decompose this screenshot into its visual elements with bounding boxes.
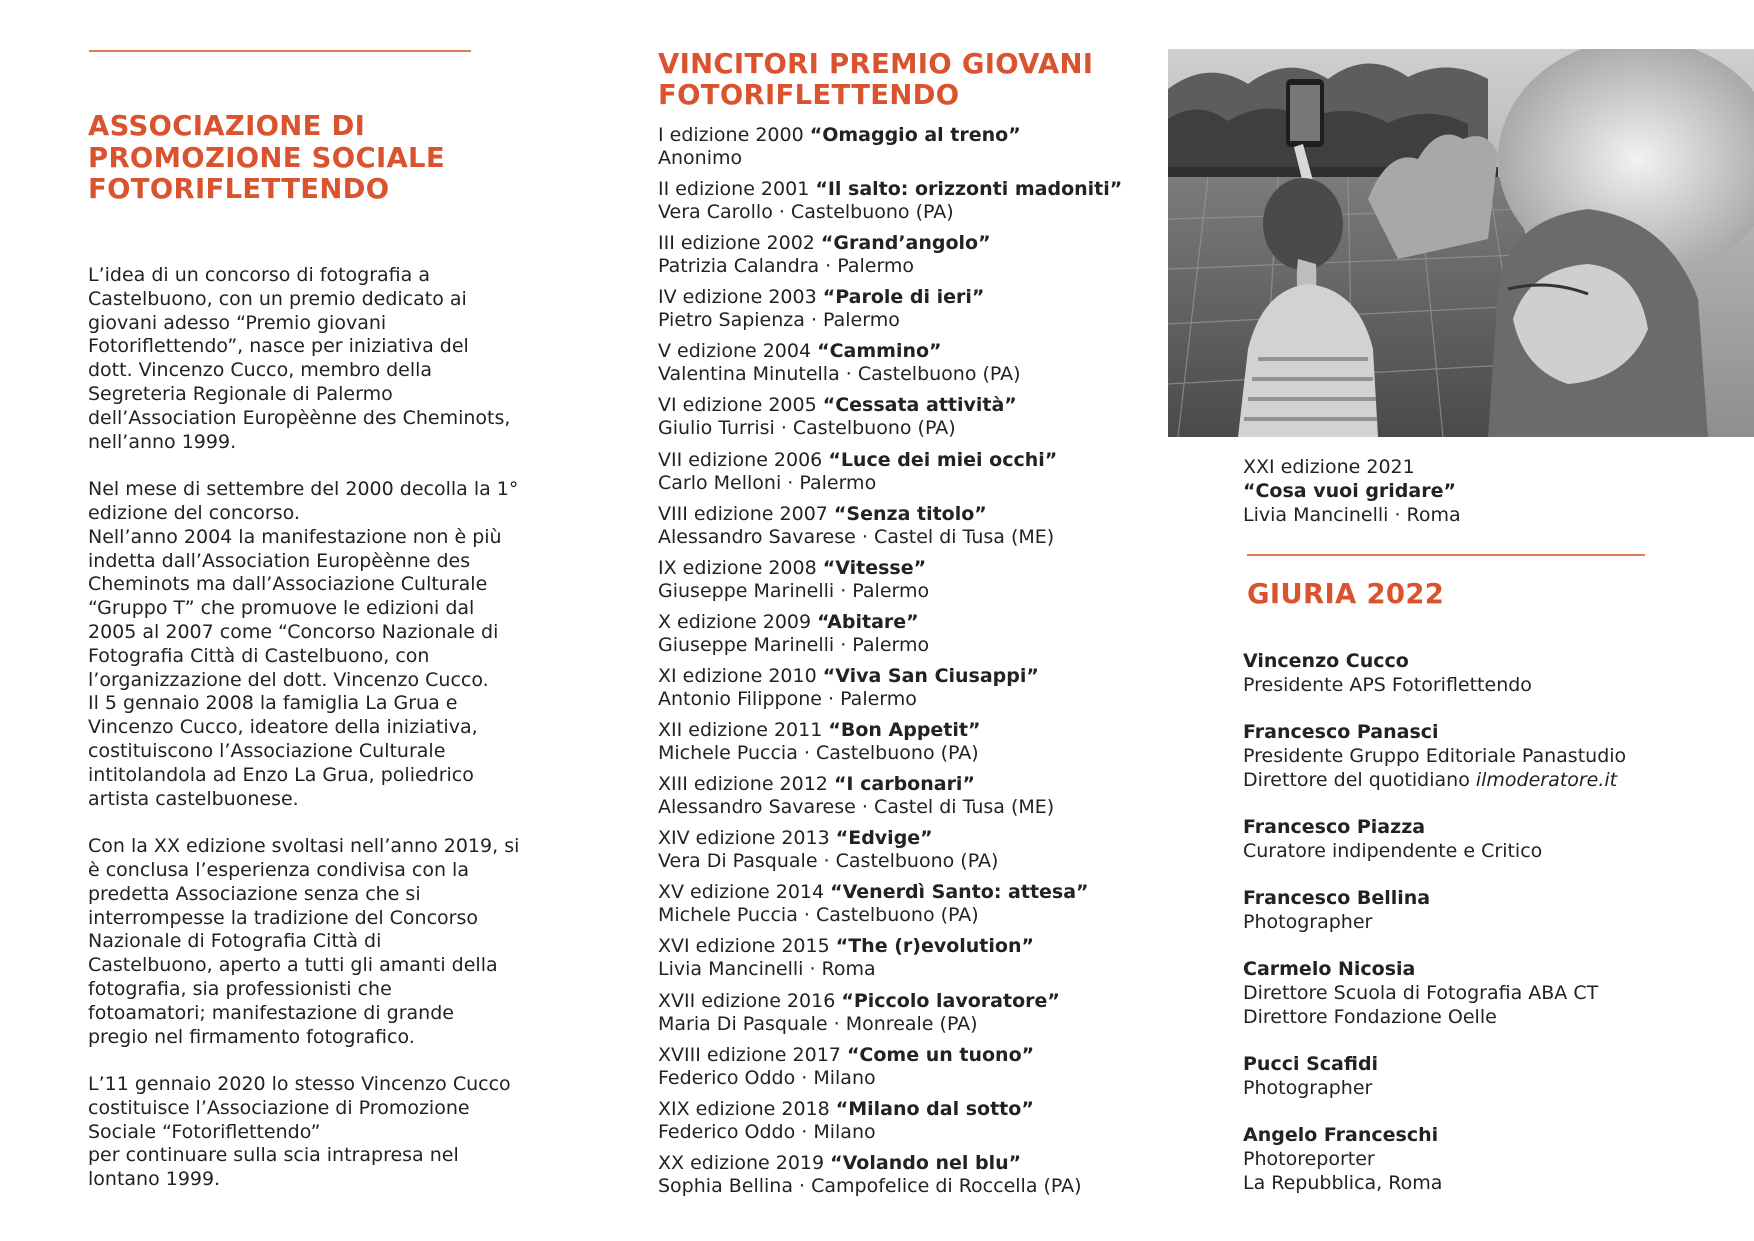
jury-heading: GIURIA 2022 xyxy=(1247,578,1445,610)
winner-title: “The (r)evolution” xyxy=(835,935,1034,958)
intro-paragraph-line: “Gruppo T” che promuove le edizioni dal xyxy=(88,597,475,620)
winner-edition: I edizione 2000 xyxy=(658,124,810,146)
winner-title: “Parole di ieri” xyxy=(822,286,985,309)
winner-title: “Abitare” xyxy=(817,610,919,633)
winner-name: Vera Di Pasquale · Castelbuono (PA) xyxy=(658,850,999,873)
intro-paragraph-line: Castelbuono, con un premio dedicato ai xyxy=(88,287,467,310)
winner-name: Giuseppe Marinelli · Palermo xyxy=(658,579,930,602)
intro-paragraph-line: L’idea di un concorso di fotografia a xyxy=(88,264,430,286)
winner-edition: VIII edizione 2007 xyxy=(658,502,834,525)
intro-heading-line: ASSOCIAZIONE DI xyxy=(88,110,366,142)
jury-member-role xyxy=(1243,769,1713,793)
winner-edition: XI edizione 2010 xyxy=(658,664,823,687)
winner-title: “Piccolo lavoratore” xyxy=(841,989,1060,1012)
jury-member-name: Francesco Piazza xyxy=(1243,815,1426,838)
jury-role-prefix: Direttore del quotidiano xyxy=(1243,768,1476,791)
winner-edition-line xyxy=(658,124,1178,147)
intro-paragraph-line: indetta dall’Association Europèènne des xyxy=(88,549,471,572)
intro-paragraph-line: artista castelbuonese. xyxy=(88,787,299,810)
jury-member xyxy=(1243,1053,1713,1101)
winner-name: Alessandro Savarese · Castel di Tusa (ME) xyxy=(658,796,1055,819)
intro-paragraph-line: dell’Association Europèènne des Cheminots, xyxy=(88,406,511,429)
intro-heading-line: PROMOZIONE SOCIALE xyxy=(88,141,445,174)
jury-member-role: Photographer xyxy=(1243,910,1373,933)
winner-title: “Bon Appetit” xyxy=(828,719,981,742)
intro-paragraph-line: Fotografia Città di Castelbuono, con xyxy=(88,644,430,667)
winner-entry xyxy=(658,827,1178,881)
winner-name: Carlo Melloni · Palermo xyxy=(658,471,877,494)
intro-paragraph-line: costituiscono l’Associazione Culturale xyxy=(88,739,446,762)
winner-entry xyxy=(658,449,1178,503)
intro-paragraph-line: per continuare sulla scia intrapresa nel xyxy=(88,1144,459,1167)
winner-entry xyxy=(658,557,1178,611)
intro-paragraph-line: Segreteria Regionale di Palermo xyxy=(88,382,393,405)
winner-name: Antonio Filippone · Palermo xyxy=(658,687,917,710)
photo-caption xyxy=(1243,455,1461,527)
winner-edition: XX edizione 2019 xyxy=(658,1151,831,1174)
winner-edition: XIX edizione 2018 xyxy=(658,1097,836,1120)
winner-title: “Venerdì Santo: attesa” xyxy=(830,881,1089,904)
jury-member xyxy=(1243,958,1713,1029)
winner-edition: XVII edizione 2016 xyxy=(658,989,842,1012)
intro-paragraph-line: Fotoriflettendo”, nasce per iniziativa del xyxy=(88,335,469,358)
winner-title: “Omaggio al treno” xyxy=(809,124,1021,146)
winner-entry xyxy=(658,611,1178,665)
winner-entry xyxy=(658,773,1178,827)
winner-entry xyxy=(658,340,1178,394)
winner-name: Federico Oddo · Milano xyxy=(658,1120,876,1143)
winner-name: Giuseppe Marinelli · Palermo xyxy=(658,633,930,656)
winner-title: “Vitesse” xyxy=(822,556,927,579)
winner-edition: V edizione 2004 xyxy=(658,340,818,363)
intro-heading-line: FOTORIFLETTENDO xyxy=(88,173,390,205)
winner-edition-line xyxy=(658,557,1178,580)
winner-entry xyxy=(658,1152,1178,1206)
intro-paragraph-line: Con la XX edizione svoltasi nell’anno 2019, si xyxy=(88,835,520,858)
caption-title: “Cosa vuoi gridare” xyxy=(1243,480,1456,502)
winner-title: “Il salto: orizzonti madoniti” xyxy=(815,178,1123,201)
winner-edition-line xyxy=(658,1044,1178,1067)
jury-member-role: Curatore indipendente e Critico xyxy=(1243,839,1543,862)
intro-paragraph-line: giovani adesso “Premio giovani xyxy=(88,311,387,334)
winner-edition-line xyxy=(658,881,1178,904)
intro-paragraph xyxy=(88,835,518,1049)
intro-paragraph xyxy=(88,264,518,454)
winner-name: Patrizia Calandra · Palermo xyxy=(658,255,915,278)
winner-edition: XIV edizione 2013 xyxy=(658,827,836,850)
winner-name: Maria Di Pasquale · Monreale (PA) xyxy=(658,1012,978,1035)
intro-paragraph-line: costituisce l’Associazione di Promozione xyxy=(88,1096,470,1119)
jury-member-role: Photoreporter xyxy=(1243,1147,1375,1170)
jury-member-name: Francesco Bellina xyxy=(1243,887,1431,910)
jury-member-name: Pucci Scafidi xyxy=(1243,1053,1379,1076)
intro-paragraph-line: interrompesse la tradizione del Concorso xyxy=(88,906,479,929)
winner-entry xyxy=(658,503,1178,557)
winner-edition: VI edizione 2005 xyxy=(658,394,823,417)
intro-paragraph xyxy=(88,478,518,811)
winner-name: Vera Carollo · Castelbuono (PA) xyxy=(658,201,954,224)
winner-edition: XVIII edizione 2017 xyxy=(658,1043,847,1066)
jury-member-name: Vincenzo Cucco xyxy=(1243,650,1409,672)
intro-paragraph-line: Vincenzo Cucco, ideatore della iniziativa, xyxy=(88,716,478,739)
winner-edition-line xyxy=(658,990,1178,1013)
winner-name: Anonimo xyxy=(658,147,743,169)
winner-name: Michele Puccia · Castelbuono (PA) xyxy=(658,742,979,765)
winner-name: Federico Oddo · Milano xyxy=(658,1066,876,1089)
winner-name: Pietro Sapienza · Palermo xyxy=(658,309,900,332)
jury-list xyxy=(1243,650,1713,1219)
winner-edition-line xyxy=(658,340,1178,363)
jury-member-name: Francesco Panasci xyxy=(1243,721,1439,744)
intro-paragraph-line: Sociale “Fotoriflettendo” xyxy=(88,1120,321,1143)
intro-top-rule xyxy=(89,50,471,52)
intro-paragraph xyxy=(88,1073,518,1192)
jury-member-role: Presidente Gruppo Editoriale Panastudio xyxy=(1243,744,1627,767)
winner-edition: IX edizione 2008 xyxy=(658,556,823,579)
winner-entry xyxy=(658,719,1178,773)
intro-paragraph-line: dott. Vincenzo Cucco, membro della xyxy=(88,359,433,382)
winner-title: “Come un tuono” xyxy=(846,1043,1035,1066)
winner-edition: XV edizione 2014 xyxy=(658,881,831,904)
winner-title: “Volando nel blu” xyxy=(830,1151,1022,1174)
jury-member-name: Angelo Franceschi xyxy=(1243,1124,1439,1147)
winner-title: “Milano dal sotto” xyxy=(835,1097,1034,1120)
winners-heading-line: VINCITORI PREMIO GIOVANI xyxy=(658,48,1094,80)
jury-member-role: La Repubblica, Roma xyxy=(1243,1171,1443,1194)
winner-edition-line xyxy=(658,773,1178,796)
winners-heading-line: FOTORIFLETTENDO xyxy=(658,79,960,111)
winner-edition-line xyxy=(658,449,1178,472)
winners-heading xyxy=(658,49,1093,111)
winner-title: “I carbonari” xyxy=(833,773,975,796)
intro-body xyxy=(88,264,518,1192)
winner-name: Valentina Minutella · Castelbuono (PA) xyxy=(658,363,1021,386)
intro-paragraph-line: pregio nel firmamento fotografico. xyxy=(88,1025,415,1048)
intro-paragraph-line: Cheminots ma dall’Associazione Culturale xyxy=(88,573,488,596)
winner-edition: IV edizione 2003 xyxy=(658,286,823,309)
intro-paragraph-line: predetta Associazione senza che si xyxy=(88,882,421,905)
winner-edition-line xyxy=(658,665,1178,688)
winner-title: “Senza titolo” xyxy=(833,502,987,525)
caption-edition: XXI edizione 2021 xyxy=(1243,456,1415,478)
winner-edition-line xyxy=(658,286,1178,309)
winner-edition-line xyxy=(658,1098,1178,1121)
winner-entry xyxy=(658,1044,1178,1098)
winner-name: Giulio Turrisi · Castelbuono (PA) xyxy=(658,417,956,440)
winner-entry xyxy=(658,881,1178,935)
intro-paragraph-line: Castelbuono, aperto a tutti gli amanti della xyxy=(88,954,498,977)
winner-edition-line xyxy=(658,611,1178,634)
intro-paragraph-line: 2005 al 2007 come “Concorso Nazionale di xyxy=(88,620,499,643)
intro-paragraph-line: fotoamatori; manifestazione di grande xyxy=(88,1001,454,1024)
jury-member-role: Photographer xyxy=(1243,1076,1373,1099)
jury-member xyxy=(1243,650,1713,698)
winner-edition-line xyxy=(658,178,1178,201)
jury-member xyxy=(1243,1124,1713,1195)
winner-name: Alessandro Savarese · Castel di Tusa (ME) xyxy=(658,525,1055,548)
caption-winner: Livia Mancinelli · Roma xyxy=(1243,504,1461,526)
jury-member xyxy=(1243,887,1713,935)
intro-paragraph-line: Nel mese di settembre del 2000 decolla la 1° xyxy=(88,478,519,501)
winner-edition: II edizione 2001 xyxy=(658,178,816,201)
intro-paragraph-line: intitolandola ad Enzo La Grua, poliedrico xyxy=(88,763,474,786)
winner-entry xyxy=(658,1098,1178,1152)
winner-edition: XVI edizione 2015 xyxy=(658,935,836,958)
winner-name: Livia Mancinelli · Roma xyxy=(658,958,876,981)
winner-edition: XII edizione 2011 xyxy=(658,719,829,742)
winner-entry xyxy=(658,665,1178,719)
winner-edition: VII edizione 2006 xyxy=(658,448,829,471)
winner-edition-line xyxy=(658,935,1178,958)
winner-entry xyxy=(658,990,1178,1044)
winner-edition-line xyxy=(658,1152,1178,1175)
winner-edition-line xyxy=(658,719,1178,742)
winner-edition: X edizione 2009 xyxy=(658,610,818,633)
intro-paragraph-line: Il 5 gennaio 2008 la famiglia La Grua e xyxy=(88,692,458,715)
intro-paragraph-line: Nazionale di Fotografia Città di xyxy=(88,930,382,953)
winners-list xyxy=(658,124,1178,1206)
winner-title: “Luce dei miei occhi” xyxy=(828,448,1058,471)
winner-entry xyxy=(658,232,1178,286)
winner-entry xyxy=(658,178,1178,232)
winner-edition-line xyxy=(658,503,1178,526)
intro-paragraph-line: edizione del concorso. xyxy=(88,501,300,524)
winning-photo xyxy=(1168,49,1754,437)
jury-top-rule xyxy=(1247,554,1645,556)
winner-title: “Viva San Ciusappi” xyxy=(822,664,1039,687)
jury-role-publication: ilmoderatore.it xyxy=(1475,768,1618,791)
winner-name: Michele Puccia · Castelbuono (PA) xyxy=(658,904,979,927)
winning-photo-image xyxy=(1168,49,1754,437)
winner-edition-line xyxy=(658,232,1178,255)
winner-title: “Cammino” xyxy=(817,340,942,363)
winner-entry xyxy=(658,394,1178,448)
winner-title: “Edvige” xyxy=(835,827,933,850)
intro-paragraph-line: L’11 gennaio 2020 lo stesso Vincenzo Cucco xyxy=(88,1073,511,1096)
winner-edition-line xyxy=(658,827,1178,850)
winner-edition: III edizione 2002 xyxy=(658,232,821,255)
intro-paragraph-line: Nell’anno 2004 la manifestazione non è più xyxy=(88,525,502,548)
jury-member xyxy=(1243,721,1713,792)
jury-member-role: Direttore Scuola di Fotografia ABA CT xyxy=(1243,981,1599,1004)
winner-title: “Cessata attività” xyxy=(822,394,1017,417)
jury-member xyxy=(1243,816,1713,864)
jury-member-name: Carmelo Nicosia xyxy=(1243,958,1416,981)
winner-name: Sophia Bellina · Campofelice di Roccella (PA) xyxy=(658,1174,1082,1197)
winner-entry xyxy=(658,124,1178,178)
winner-title: “Grand’angolo” xyxy=(820,232,991,255)
intro-paragraph-line: lontano 1999. xyxy=(88,1168,221,1191)
jury-member-role: Direttore Fondazione Oelle xyxy=(1243,1005,1497,1028)
intro-paragraph-line: l’organizzazione del dott. Vincenzo Cucco. xyxy=(88,668,489,691)
winner-edition-line xyxy=(658,394,1178,417)
intro-paragraph-line: è conclusa l’esperienza condivisa con la xyxy=(88,858,469,881)
intro-paragraph-line: nell’anno 1999. xyxy=(88,430,237,453)
intro-paragraph-line: fotografia, sia professionisti che xyxy=(88,977,392,1000)
winner-edition: XIII edizione 2012 xyxy=(658,773,834,796)
intro-heading xyxy=(88,111,445,206)
jury-member-role: Presidente APS Fotoriflettendo xyxy=(1243,673,1532,696)
winner-entry xyxy=(658,935,1178,989)
winner-entry xyxy=(658,286,1178,340)
